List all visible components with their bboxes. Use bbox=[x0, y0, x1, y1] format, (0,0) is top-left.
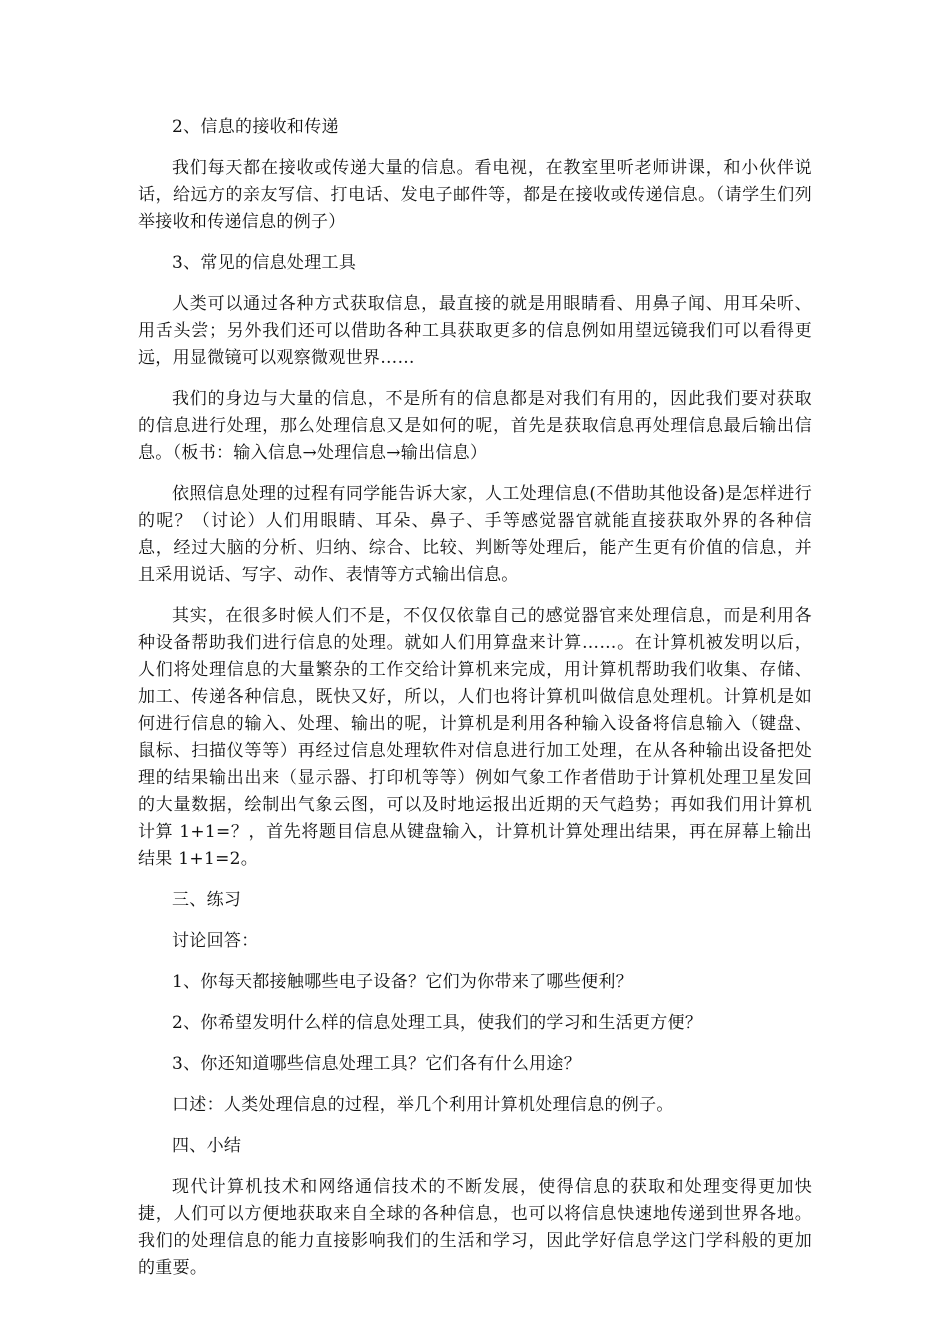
section-heading-summary: 四、小结 bbox=[172, 1136, 242, 1156]
question-1: 1、你每天都接触哪些电子设备？它们为你带来了哪些便利？ bbox=[172, 972, 633, 992]
discussion-label: 讨论回答： bbox=[172, 931, 259, 951]
oral-task: 口述：人类处理信息的过程，举几个利用计算机处理信息的例子。 bbox=[172, 1095, 674, 1115]
section-heading-receive-transmit: 2、信息的接收和传递 bbox=[172, 117, 339, 137]
paragraph-computer-processing: 其实，在很多时候人们不是，不仅仅依靠自己的感觉器官来处理信息，而是利用各种设备帮助我们进行信息的处理。就如人们用算盘来计算……。在计算机被发明以后，人们将处理信息的大量繁杂的工作交给计算机来完成，用计算机帮助我们收集、存储、加工、传递各种信息，既快又好，所以，人们也将计算机叫做信息处理机。计算机是如何进行信息的输入、处理、输出的呢，计算机是利用各种输入设备将信息输入（键盘、鼠标、扫描仪等等）再经过信息处理软件对信息进行加工处理，在从各种输出设备把处理的结果输出出来（显示器、打印机等等）例如气象工作者借助于计算机处理卫星发回的大量数据，绘制出气象云图，可以及时地运报出近期的天气趋势；再如我们用计算机计算 1+1=？，首先将题目信息从键盘输入，计算机计算处理出结果，再在屏幕上输出结果 1+1=2。 bbox=[138, 606, 812, 869]
paragraph-manual-processing: 依照信息处理的过程有同学能告诉大家，人工处理信息(不借助其他设备)是怎样进行的呢？（讨论）人们用眼睛、耳朵、鼻子、手等感觉器官就能直接获取外界的各种信息，经过大脑的分析、归纳、综合、比较、判断等处理后，能产生更有价值的信息，并且采用说话、写字、动作、表情等方式输出信息。 bbox=[138, 484, 812, 585]
paragraph-senses-tools: 人类可以通过各种方式获取信息，最直接的就是用眼睛看、用鼻子闻、用耳朵听、用舌头尝；另外我们还可以借助各种工具获取更多的信息例如用望远镜我们可以看得更远，用显微镜可以观察微观世界…… bbox=[138, 294, 812, 368]
document-page bbox=[138, 114, 812, 1282]
section-heading-exercise: 三、练习 bbox=[172, 890, 242, 910]
paragraph-processing-steps: 我们的身边与大量的信息，不是所有的信息都是对我们有用的，因此我们要对获取的信息进行处理，那么处理信息又是如何的呢，首先是获取信息再处理信息最后输出信息。（板书：输入信息→处理信息→输出信息） bbox=[138, 389, 812, 463]
paragraph-summary: 现代计算机技术和网络通信技术的不断发展，使得信息的获取和处理变得更加快捷，人们可以方便地获取来自全球的各种信息，也可以将信息快速地传递到世界各地。我们的处理信息的能力直接影响我们的生活和学习，因此学好信息学这门学科般的更加的重要。 bbox=[138, 1177, 812, 1278]
section-heading-processing-tools: 3、常见的信息处理工具 bbox=[172, 253, 357, 273]
question-2: 2、你希望发明什么样的信息处理工具，使我们的学习和生活更方便？ bbox=[172, 1013, 703, 1033]
paragraph-receive-transmit: 我们每天都在接收或传递大量的信息。看电视，在教室里听老师讲课，和小伙伴说话，给远方的亲友写信、打电话、发电子邮件等，都是在接收或传递信息。（请学生们列举接收和传递信息的例子） bbox=[138, 158, 812, 232]
question-3: 3、你还知道哪些信息处理工具？它们各有什么用途？ bbox=[172, 1054, 582, 1074]
